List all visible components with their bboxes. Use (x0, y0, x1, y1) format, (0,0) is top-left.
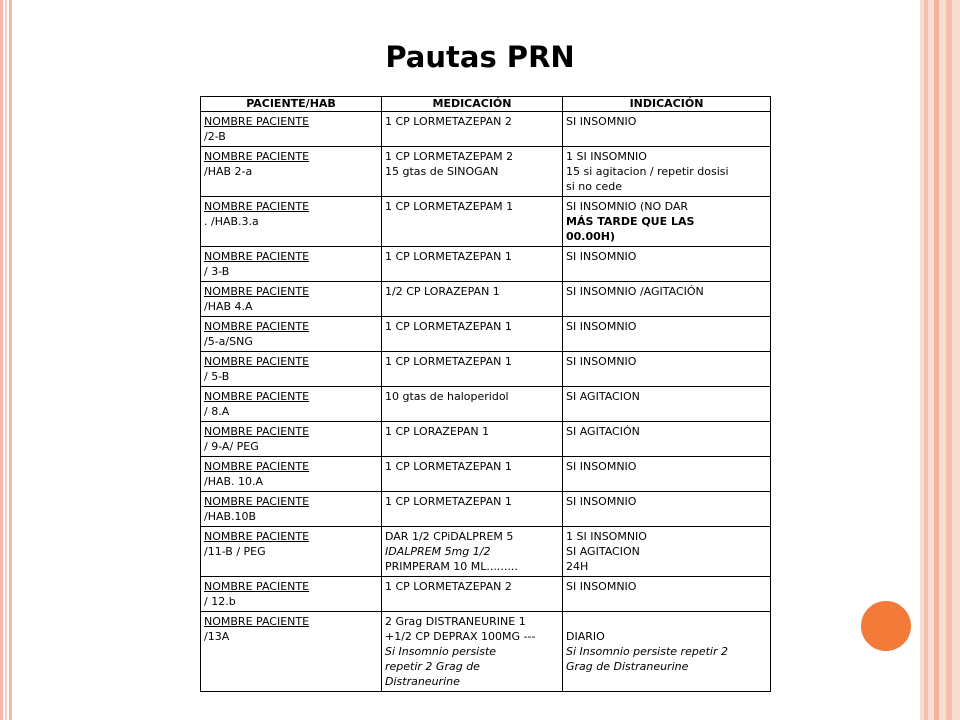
patient-name: NOMBRE PACIENTE (204, 390, 310, 403)
indication-line: 1 SI INSOMNIO (566, 150, 647, 163)
medication-cell (382, 527, 563, 577)
medication-cell (382, 422, 563, 457)
medication-line: 1 CP LORMETAZEPAN 2 (385, 580, 512, 593)
indication-cell (563, 387, 771, 422)
patient-cell (201, 577, 382, 612)
patient-cell (201, 387, 382, 422)
medication-line: 1/2 CP LORAZEPAN 1 (385, 285, 500, 298)
indication-line: 15 si agitacion / repetir dosisi (566, 165, 729, 178)
table-body (201, 112, 771, 692)
indication-line: SI AGITACION (566, 390, 640, 403)
indication-cell (563, 112, 771, 147)
indication-line: SI INSOMNIO (566, 115, 637, 128)
prn-table (200, 96, 771, 692)
patient-cell (201, 247, 382, 282)
medication-line: 1 CP LORMETAZEPAN 1 (385, 320, 512, 333)
patient-name: NOMBRE PACIENTE (204, 495, 310, 508)
room-label: / 5-B (204, 370, 230, 383)
indication-cell (563, 422, 771, 457)
indication-line: 00.00H) (566, 230, 616, 243)
medication-line: 1 CP LORMETAZEPAN 1 (385, 355, 512, 368)
table-row (201, 527, 771, 577)
room-label: / 9-A/ PEG (204, 440, 259, 453)
medication-line: Si Insomnio persiste (385, 645, 497, 658)
indication-line: SI INSOMNIO (566, 495, 637, 508)
indication-line: SI AGITACIÓN (566, 425, 640, 438)
frame-stripe (5, 0, 7, 720)
medication-cell (382, 197, 563, 247)
indication-line: SI INSOMNIO (566, 250, 637, 263)
room-label: /13A (204, 630, 230, 643)
indication-cell (563, 457, 771, 492)
room-label: /HAB.10B (204, 510, 257, 523)
patient-name: NOMBRE PACIENTE (204, 425, 310, 438)
patient-name: NOMBRE PACIENTE (204, 320, 310, 333)
patient-name: NOMBRE PACIENTE (204, 115, 310, 128)
table-row (201, 612, 771, 692)
medication-line: PRIMPERAM 10 ML......... (385, 560, 518, 573)
frame-stripe (924, 0, 928, 720)
patient-cell (201, 112, 382, 147)
medication-cell (382, 387, 563, 422)
room-label: /2-B (204, 130, 226, 143)
indication-line (566, 614, 767, 629)
medication-cell (382, 352, 563, 387)
room-label: / 12.b (204, 595, 236, 608)
medication-line: 1 CP LORMETAZEPAN 1 (385, 460, 512, 473)
indication-cell (563, 197, 771, 247)
slide-title: Pautas PRN (385, 40, 575, 74)
table-row (201, 352, 771, 387)
table-row (201, 457, 771, 492)
indication-line: Si Insomnio persiste repetir 2 (566, 645, 728, 658)
table-row (201, 317, 771, 352)
indication-line: DIARIO (566, 630, 605, 643)
medication-cell (382, 577, 563, 612)
patient-cell (201, 317, 382, 352)
medication-line: repetir 2 Grag de (385, 660, 480, 673)
patient-cell (201, 527, 382, 577)
patient-cell (201, 282, 382, 317)
header-paciente-hab: PACIENTE/HAB (201, 97, 382, 112)
room-label: /HAB 4.A (204, 300, 253, 313)
room-label: /HAB. 10.A (204, 475, 264, 488)
indication-cell (563, 577, 771, 612)
patient-cell (201, 457, 382, 492)
indication-line: SI INSOMNIO /AGITACIÓN (566, 285, 704, 298)
medication-line: 15 gtas de SINOGAN (385, 165, 499, 178)
header-indicacion: INDICACIÓN (563, 97, 771, 112)
table-row (201, 282, 771, 317)
medication-cell (382, 147, 563, 197)
patient-name: NOMBRE PACIENTE (204, 200, 310, 213)
table-header-row (201, 97, 771, 112)
medication-line: 2 Grag DISTRANEURINE 1 (385, 615, 526, 628)
medication-cell (382, 112, 563, 147)
frame-stripe (0, 0, 3, 720)
medication-line: IDALPREM 5mg 1/2 (385, 545, 491, 558)
patient-cell (201, 422, 382, 457)
indication-cell (563, 527, 771, 577)
medication-cell (382, 317, 563, 352)
header-medicacion: MEDICACIÓN (382, 97, 563, 112)
medication-line: 1 CP LORMETAZEPAM 1 (385, 200, 514, 213)
patient-cell (201, 147, 382, 197)
patient-name: NOMBRE PACIENTE (204, 150, 310, 163)
indication-line: SI INSOMNIO (566, 460, 637, 473)
indication-line: SI INSOMNIO (NO DAR (566, 200, 689, 213)
medication-line: 10 gtas de haloperidol (385, 390, 509, 403)
indication-cell (563, 247, 771, 282)
indication-cell (563, 612, 771, 692)
room-label: /HAB 2-a (204, 165, 253, 178)
medication-cell (382, 457, 563, 492)
indication-line: 1 SI INSOMNIO (566, 530, 647, 543)
indication-cell (563, 317, 771, 352)
table-row (201, 422, 771, 457)
medication-line: +1/2 CP DEPRAX 100MG --- (385, 630, 536, 643)
room-label: / 8.A (204, 405, 230, 418)
frame-stripe (9, 0, 12, 720)
room-label: / 3-B (204, 265, 230, 278)
table-row (201, 577, 771, 612)
frame-stripe (946, 0, 952, 720)
medication-cell (382, 247, 563, 282)
table-row (201, 387, 771, 422)
medication-line: 1 CP LORAZEPAN 1 (385, 425, 490, 438)
frame-stripe (934, 0, 939, 720)
patient-name: NOMBRE PACIENTE (204, 580, 310, 593)
patient-name: NOMBRE PACIENTE (204, 530, 310, 543)
room-label: . /HAB.3.a (204, 215, 259, 228)
patient-cell (201, 612, 382, 692)
indication-line: si no cede (566, 180, 623, 193)
medication-cell (382, 612, 563, 692)
indication-line: SI INSOMNIO (566, 580, 637, 593)
patient-name: NOMBRE PACIENTE (204, 250, 310, 263)
table-row (201, 147, 771, 197)
medication-line: 1 CP LORMETAZEPAN 1 (385, 495, 512, 508)
indication-line: 24H (566, 560, 589, 573)
table-row (201, 492, 771, 527)
patient-name: NOMBRE PACIENTE (204, 285, 310, 298)
indication-line: MÁS TARDE QUE LAS (566, 215, 695, 228)
medication-cell (382, 282, 563, 317)
indication-cell (563, 147, 771, 197)
medication-cell (382, 492, 563, 527)
medication-line: 1 CP LORMETAZEPAN 1 (385, 250, 512, 263)
medication-line: DAR 1/2 CPiDALPREM 5 (385, 530, 514, 543)
patient-cell (201, 352, 382, 387)
indication-cell (563, 492, 771, 527)
patient-name: NOMBRE PACIENTE (204, 615, 310, 628)
medication-line: 1 CP LORMETAZEPAN 2 (385, 115, 512, 128)
patient-cell (201, 197, 382, 247)
patient-name: NOMBRE PACIENTE (204, 355, 310, 368)
accent-circle (856, 596, 916, 656)
indication-cell (563, 282, 771, 317)
indication-line: SI INSOMNIO (566, 355, 637, 368)
indication-line: SI AGITACION (566, 545, 640, 558)
table-row (201, 247, 771, 282)
table-row (201, 112, 771, 147)
medication-line: 1 CP LORMETAZEPAM 2 (385, 150, 514, 163)
patient-name: NOMBRE PACIENTE (204, 460, 310, 473)
room-label: /5-a/SNG (204, 335, 253, 348)
indication-cell (563, 352, 771, 387)
table-row (201, 197, 771, 247)
patient-cell (201, 492, 382, 527)
room-label: /11-B / PEG (204, 545, 266, 558)
indication-line: SI INSOMNIO (566, 320, 637, 333)
indication-line: Grag de Distraneurine (566, 660, 689, 673)
medication-line: Distraneurine (385, 675, 460, 688)
